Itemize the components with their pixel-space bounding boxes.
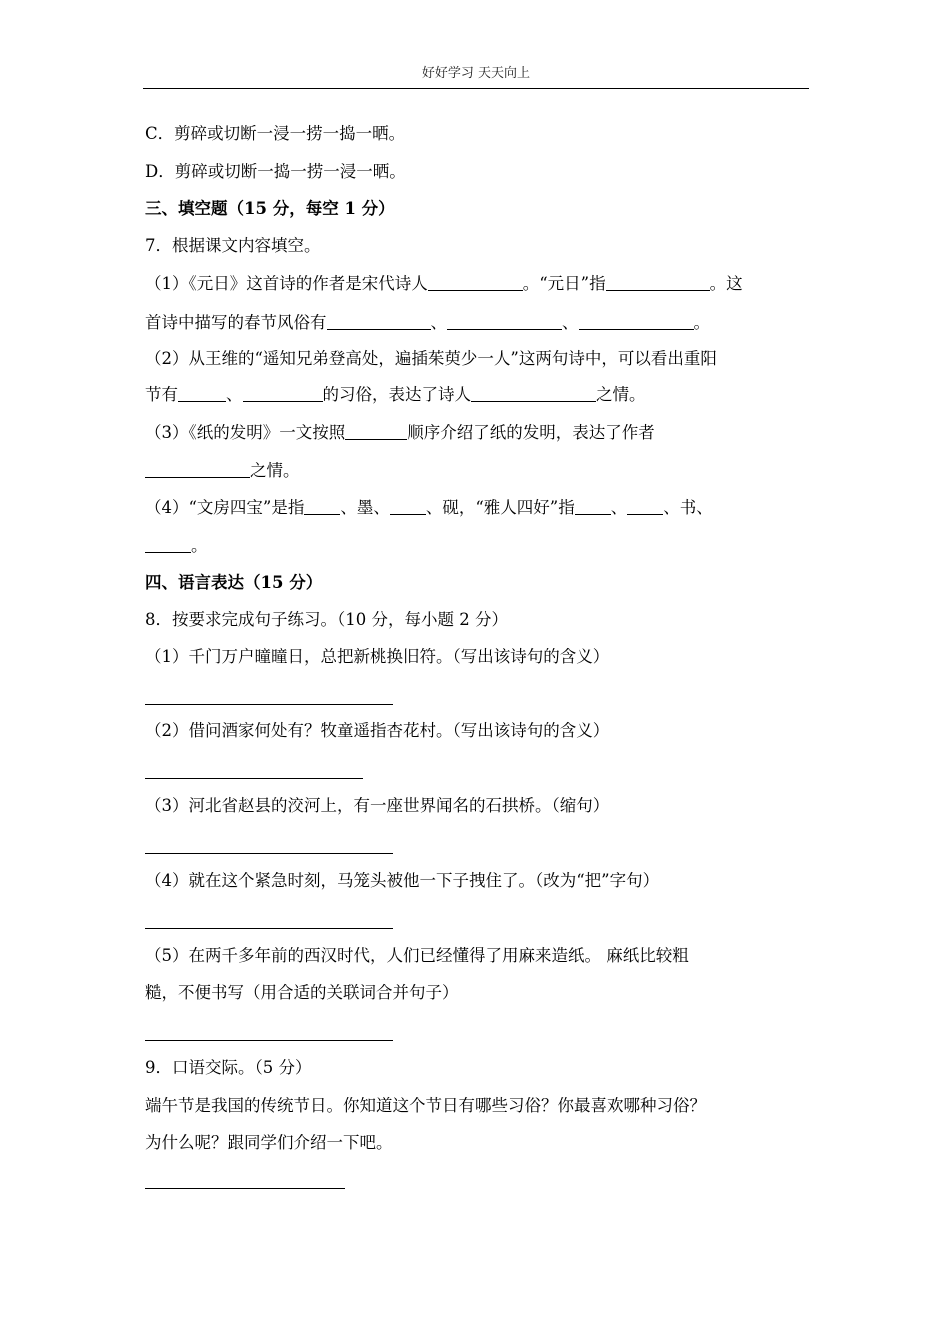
blank-custom-2[interactable] (447, 315, 562, 330)
q7-p1-line2 (145, 313, 710, 333)
q7-p1-text-a: （1）《元日》这首诗的作者是宋代诗人 (145, 274, 428, 293)
answer-line-2[interactable] (145, 778, 363, 779)
q8-s1: （1）千门万户曈曈日，总把新桃换旧符。（写出该诗句的含义） (145, 647, 610, 666)
q7-p3-line1 (145, 423, 655, 443)
q7-p1-text-g: 。 (693, 313, 710, 332)
q7-p2-text-d: 的习俗，表达了诗人 (322, 385, 471, 404)
page-header: 好好学习 天天向上 (421, 66, 531, 81)
q7-p2-line2 (145, 385, 646, 405)
q7-p3-line2 (145, 461, 300, 481)
blank-custom-3[interactable] (579, 315, 694, 330)
q7-p2-line1: （2）从王维的“遥知兄弟登高处，遍插茱萸少一人”这两句诗中，可以看出重阳 (145, 349, 717, 368)
section4-title: 四、语言表达（15 分） (145, 573, 323, 592)
q7-p2-text-e: 之情。 (596, 385, 646, 404)
option-c: C．剪碎或切断一浸一捞一捣一晒。 (145, 124, 406, 143)
answer-line-4[interactable] (145, 928, 393, 929)
q7-p4-line2 (145, 536, 208, 556)
section3-title: 三、填空题（15 分，每空 1 分） (145, 199, 395, 218)
q7-p4-text-b: 、墨、 (340, 498, 390, 517)
answer-line-5[interactable] (145, 1040, 393, 1041)
q7-p1-text-c: 。这 (709, 274, 743, 293)
blank-custom-1[interactable] (327, 315, 431, 330)
q8-s4: （4）就在这个紧急时刻，马笼头被他一下子拽住了。（改为“把”字句） (145, 871, 660, 890)
blank-feeling[interactable] (471, 387, 596, 402)
q9-line1: 端午节是我国的传统节日。你知道这个节日有哪些习俗？你最喜欢哪种习俗？ (145, 1096, 706, 1115)
q7-stem: 7．根据课文内容填空。 (145, 236, 321, 255)
answer-line-1[interactable] (145, 704, 393, 705)
q7-p1-text-b: 。“元日”指 (522, 274, 606, 293)
q7-p1-text-d: 首诗中描写的春节风俗有 (145, 313, 327, 332)
blank-custom-b[interactable] (243, 387, 323, 402)
q7-p1-text-e: 、 (430, 313, 447, 332)
q7-p4-text-f: 。 (191, 536, 208, 555)
q8-s3: （3）河北省赵县的洨河上，有一座世界闻名的石拱桥。（缩句） (145, 796, 610, 815)
blank-order[interactable] (345, 425, 407, 440)
blank-author-feeling[interactable] (145, 463, 250, 478)
q8-s5-line2: 糙，不便书写（用合适的关联词合并句子） (145, 983, 459, 1002)
q7-p4-text-a: （4）“文房四宝”是指 (145, 498, 305, 517)
q7-p1-text-f: 、 (562, 313, 579, 332)
blank-treasure-2[interactable] (390, 500, 426, 515)
q8-s2: （2）借问酒家何处有？牧童遥指杏花村。（写出该诗句的含义） (145, 721, 610, 740)
q7-p3-text-b: 顺序介绍了纸的发明，表达了作者 (407, 423, 655, 442)
blank-yuanri-meaning[interactable] (606, 276, 710, 291)
q9-line2: 为什么呢？跟同学们介绍一下吧。 (145, 1133, 393, 1152)
blank-custom-a[interactable] (178, 387, 226, 402)
q7-p3-text-a: （3）《纸的发明》一文按照 (145, 423, 346, 442)
q7-p3-text-c: 之情。 (250, 461, 300, 480)
blank-hobby-2[interactable] (627, 500, 663, 515)
header-rule (143, 88, 809, 89)
q7-p4-text-e: 、书、 (663, 498, 713, 517)
answer-line-6[interactable] (145, 1188, 345, 1189)
q8-stem: 8．按要求完成句子练习。（10 分，每小题 2 分） (145, 610, 508, 629)
option-d: D．剪碎或切断一捣一捞一浸一晒。 (145, 162, 406, 181)
q7-p2-text-b: 节有 (145, 385, 178, 404)
blank-treasure-1[interactable] (304, 500, 340, 515)
q7-p4-text-d: 、 (610, 498, 628, 517)
q7-p4-text-c: 、砚，“雅人四好”指 (425, 498, 575, 517)
blank-hobby-1[interactable] (575, 500, 611, 515)
q8-s5-line1: （5）在两千多年前的西汉时代，人们已经懂得了用麻来造纸。 麻纸比较粗 (145, 946, 689, 965)
q7-p4-line1 (145, 498, 713, 518)
blank-hobby-3[interactable] (145, 538, 191, 553)
q9-stem: 9．口语交际。（5 分） (145, 1058, 312, 1077)
answer-line-3[interactable] (145, 853, 393, 854)
q7-p1-line1 (145, 274, 743, 294)
blank-poet[interactable] (428, 276, 523, 291)
q7-p2-text-c: 、 (226, 385, 243, 404)
